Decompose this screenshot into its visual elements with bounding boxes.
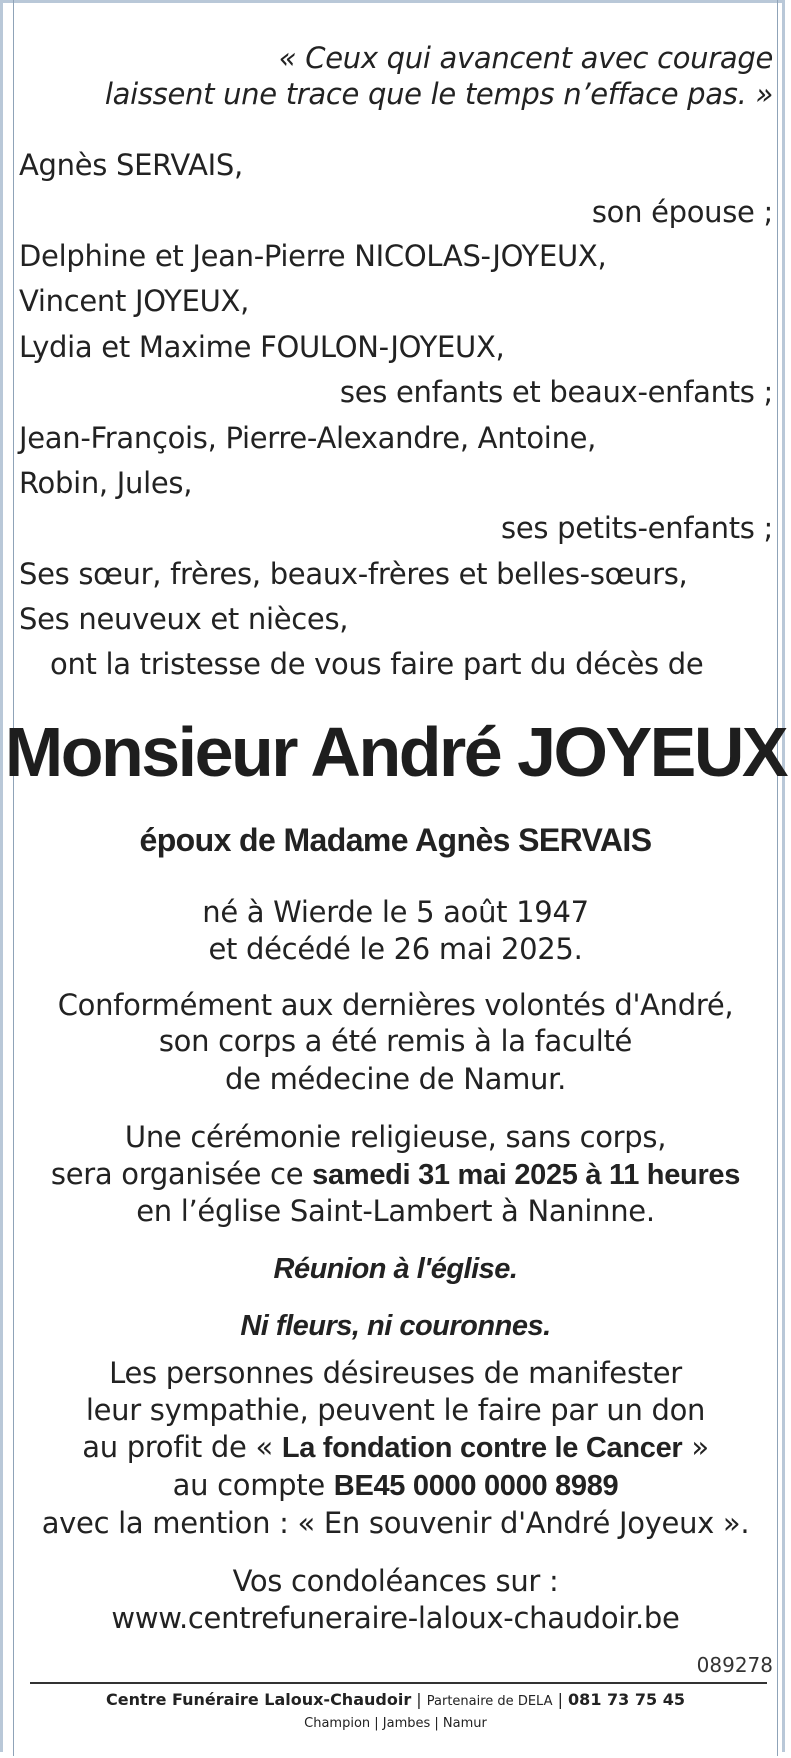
quote-line-1: « Ceux qui avancent avec courage — [278, 41, 773, 75]
donation-line-3 — [0, 1430, 791, 1465]
ceremony-line-1: Une cérémonie religieuse, sans corps, — [124, 1120, 667, 1154]
birth-line: né à Wierde le 5 août 1947 — [202, 895, 589, 929]
ceremony-line-3: en l’église Saint-Lambert à Naninne. — [136, 1194, 655, 1228]
footer-locations: Champion | Jambes | Namur — [304, 1716, 487, 1731]
reference-code: 089278 — [696, 1653, 773, 1677]
donation-line-3-prefix: au profit de « — [82, 1430, 282, 1464]
quote-line-2: laissent une trace que le temps n’efface pas. » — [104, 77, 773, 111]
footer-separator: | — [411, 1690, 427, 1709]
condolences-line: Vos condoléances sur : — [232, 1564, 559, 1598]
reunion-note: Réunion à l'église. — [273, 1253, 518, 1285]
company-name: Centre Funéraire Laloux-Chaudoir — [106, 1690, 412, 1709]
ceremony-date: samedi 31 mai 2025 à 11 heures — [312, 1159, 741, 1191]
children-role: ses enfants et beaux-enfants ; — [339, 375, 773, 409]
nephews-line: Ses neuveux et nièces, — [19, 602, 349, 636]
deceased-name: Monsieur André JOYEUX — [4, 713, 787, 791]
donation-line-2: leur sympathie, peuvent le faire par un don — [85, 1393, 706, 1427]
child-line: Delphine et Jean-Pierre NICOLAS-JOYEUX, — [19, 239, 607, 273]
bank-account: BE45 0000 0000 8989 — [333, 1470, 619, 1502]
grandchild-line: Robin, Jules, — [19, 466, 193, 500]
siblings-line: Ses sœur, frères, beaux-frères et belles-sœurs, — [19, 557, 688, 591]
spouse-line: époux de Madame Agnès SERVAIS — [139, 822, 652, 858]
donation-line-4-prefix: au compte — [172, 1468, 334, 1502]
death-line: et décédé le 26 mai 2025. — [208, 932, 583, 966]
donation-line-5: avec la mention : « En souvenir d'André Joyeux ». — [41, 1506, 750, 1540]
donation-line-3-suffix: » — [682, 1430, 709, 1464]
footer-separator: | — [552, 1690, 569, 1709]
child-line: Lydia et Maxime FOULON-JOYEUX, — [19, 330, 505, 364]
grandchild-line: Jean-François, Pierre-Alexandre, Antoine, — [19, 421, 597, 455]
body-donation-line: de médecine de Namur. — [225, 1062, 566, 1096]
foundation-name: La fondation contre le Cancer — [281, 1432, 683, 1464]
ceremony-line-2 — [0, 1157, 791, 1192]
announcement-line: ont la tristesse de vous faire part du décès de — [50, 647, 704, 681]
body-donation-line: son corps a été remis à la faculté — [158, 1024, 633, 1058]
phone-number: 081 73 75 45 — [568, 1690, 685, 1709]
condolences-url[interactable]: www.centrefuneraire-laloux-chaudoir.be — [111, 1601, 680, 1635]
wife-role: son épouse ; — [591, 195, 773, 229]
flowers-note: Ni fleurs, ni couronnes. — [240, 1310, 551, 1342]
body-donation-line: Conformément aux dernières volontés d'André, — [57, 988, 734, 1022]
donation-line-4 — [0, 1468, 791, 1503]
footer-line-1 — [0, 1690, 791, 1709]
partner-text: Partenaire de DELA — [426, 1694, 553, 1709]
grandchildren-role: ses petits-enfants ; — [501, 511, 773, 545]
child-line: Vincent JOYEUX, — [19, 284, 250, 318]
ceremony-line-2-prefix: sera organisée ce — [50, 1157, 313, 1191]
donation-line-1: Les personnes désireuses de manifester — [109, 1356, 682, 1390]
footer-divider — [30, 1682, 767, 1684]
wife-name: Agnès SERVAIS, — [19, 148, 243, 182]
